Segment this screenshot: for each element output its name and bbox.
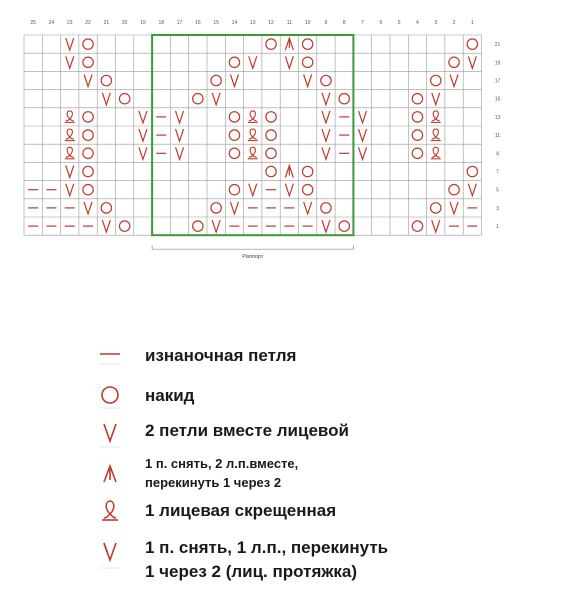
k2tog-symbol (230, 75, 238, 87)
column-number: 10 (304, 20, 311, 26)
column-number: 13 (249, 20, 256, 26)
row-number: 17 (494, 78, 501, 85)
yarn-over-symbol (229, 112, 239, 122)
column-number: 16 (195, 20, 201, 26)
legend-text-line2: перекинуть 1 через 2 (145, 475, 282, 490)
yarn-over-symbol (412, 221, 422, 231)
yarn-over-symbol (229, 185, 239, 195)
yarn-over-symbol (83, 148, 93, 158)
row-number: 7 (496, 169, 499, 176)
yarn-over-symbol (431, 203, 441, 213)
column-number: 5 (397, 20, 401, 26)
legend-text: изнаночная петля (145, 346, 297, 365)
k2tog-symbol (322, 93, 330, 105)
k2tog-symbol (102, 220, 110, 232)
yarn-over-symbol (339, 221, 349, 231)
yarn-over-symbol (449, 57, 459, 67)
yarn-over-symbol (467, 166, 477, 176)
yarn-over-symbol (412, 148, 422, 158)
legend-item-yarn-over (95, 378, 565, 418)
twisted-knit-symbol (249, 111, 257, 121)
k2tog-symbol (322, 147, 330, 159)
k2tog-symbol (322, 220, 330, 232)
k2tog-symbol (84, 75, 92, 87)
s1-k2tog-psso-icon (95, 460, 131, 492)
column-number: 14 (231, 20, 238, 26)
row-number: 13 (494, 114, 501, 121)
yarn-over-symbol (266, 112, 276, 122)
k2tog-symbol (359, 111, 367, 123)
yarn-over-symbol (321, 75, 331, 85)
column-number: 2 (452, 20, 456, 26)
legend-item-k2tog (95, 418, 565, 454)
yarn-over-symbol (266, 166, 276, 176)
legend-text: накид (145, 386, 195, 405)
yarn-over-symbol (339, 94, 349, 104)
yarn-over-symbol (302, 39, 312, 49)
row-number: 21 (494, 42, 501, 49)
twisted-knit-symbol (432, 147, 440, 157)
k2tog-symbol (432, 220, 440, 232)
legend-item-twisted-knit (95, 498, 565, 534)
row-number: 19 (494, 60, 501, 67)
column-number: 9 (324, 20, 328, 26)
k2tog-symbol (66, 38, 74, 50)
knitting-chart (0, 0, 587, 300)
column-number: 17 (176, 20, 183, 26)
yarn-over-symbol (193, 221, 203, 231)
yarn-over-symbol (412, 94, 422, 104)
column-number: 21 (103, 20, 110, 26)
column-number: 3 (434, 20, 438, 26)
row-number: 15 (494, 96, 501, 103)
column-number: 7 (361, 20, 364, 26)
k2tog-symbol (450, 202, 458, 214)
column-number: 24 (48, 20, 55, 26)
column-number: 15 (213, 20, 219, 26)
yarn-over-symbol (83, 166, 93, 176)
column-number: 12 (268, 20, 274, 26)
k2tog-symbol (139, 111, 147, 123)
yarn-over-symbol (119, 221, 129, 231)
yarn-over-symbol (302, 57, 312, 67)
yarn-over-symbol (229, 57, 239, 67)
yarn-over-symbol (302, 166, 312, 176)
k2tog-symbol (285, 56, 293, 68)
k2tog-symbol (322, 111, 330, 123)
purl-dash-icon (95, 340, 131, 372)
yarn-over-symbol (83, 39, 93, 49)
column-number: 23 (66, 20, 73, 26)
yarn-over-symbol (83, 130, 93, 140)
yarn-over-symbol (229, 130, 239, 140)
k2tog-symbol (468, 56, 476, 68)
k2tog-symbol (304, 202, 312, 214)
legend-text: 2 петли вместе лицевой (145, 421, 349, 440)
k2tog-symbol (212, 93, 220, 105)
legend-item-purl (95, 338, 565, 378)
yarn-over-symbol (193, 94, 203, 104)
yarn-over-symbol (431, 75, 441, 85)
yarn-over-symbol (101, 203, 111, 213)
k2tog-symbol (249, 56, 257, 68)
k2tog-symbol (66, 56, 74, 68)
legend-text: 1 лицевая скрещенная (145, 501, 337, 520)
twisted-knit-symbol (66, 129, 74, 139)
k2tog-symbol (249, 184, 257, 196)
yarn-over-symbol (101, 75, 111, 85)
yarn-over-symbol (321, 203, 331, 213)
k2tog-symbol (102, 93, 110, 105)
k2tog-symbol (176, 147, 184, 159)
k2tog-symbol (84, 202, 92, 214)
twisted-knit-symbol (432, 129, 440, 139)
k2tog-symbol (212, 220, 220, 232)
k2tog-symbol (450, 75, 458, 87)
repeat-box (152, 35, 353, 235)
column-number: 11 (286, 20, 292, 26)
yarn-over-symbol (83, 185, 93, 195)
k2tog-symbol (432, 93, 440, 105)
legend-item-s1-k1-psso (95, 534, 565, 594)
yarn-over-symbol (266, 130, 276, 140)
k2tog-symbol (139, 147, 147, 159)
column-number: 18 (158, 20, 165, 26)
k2tog-symbol (468, 184, 476, 196)
k2tog-symbol (359, 129, 367, 141)
s1-k1-psso-icon (95, 538, 131, 570)
row-number: 3 (496, 205, 499, 212)
row-number: 9 (496, 151, 499, 158)
k2tog-symbol (176, 111, 184, 123)
k2tog-symbol (66, 184, 74, 196)
column-number: 8 (342, 20, 346, 26)
twisted-knit-symbol (66, 111, 74, 121)
yarn-over-symbol (211, 203, 221, 213)
column-number: 25 (30, 20, 36, 26)
k2tog-symbol (322, 129, 330, 141)
yarn-over-symbol (211, 75, 221, 85)
column-number: 1 (470, 20, 474, 26)
yarn-over-symbol (119, 94, 129, 104)
yarn-over-circle-icon (95, 380, 131, 412)
column-number: 20 (121, 20, 128, 26)
legend (95, 338, 565, 594)
yarn-over-symbol (412, 112, 422, 122)
twisted-knit-loop-icon (95, 498, 131, 530)
k2tog-symbol (230, 202, 238, 214)
twisted-knit-symbol (249, 147, 257, 157)
repeat-label: Раппорт (242, 254, 264, 261)
yarn-over-symbol (266, 39, 276, 49)
yarn-over-symbol (266, 148, 276, 158)
yarn-over-symbol (467, 39, 477, 49)
k2tog-symbol (139, 129, 147, 141)
legend-text-line2: 1 через 2 (лиц. протяжка) (145, 562, 358, 581)
legend-text: 1 п. снять, 1 л.п., перекинуть (145, 538, 389, 557)
row-number: 5 (496, 187, 499, 194)
k2tog-symbol (66, 166, 74, 178)
legend-text: 1 п. снять, 2 л.п.вместе, (145, 456, 299, 471)
legend-item-s1-k2tog-psso (95, 454, 565, 498)
k2tog-symbol (285, 184, 293, 196)
twisted-knit-symbol (66, 147, 74, 157)
yarn-over-symbol (83, 112, 93, 122)
twisted-knit-symbol (249, 129, 257, 139)
k2tog-symbol (359, 147, 367, 159)
row-number: 11 (494, 133, 501, 140)
column-number: 19 (140, 20, 146, 26)
k2tog-v-icon (95, 418, 131, 450)
yarn-over-symbol (412, 130, 422, 140)
column-number: 6 (379, 20, 383, 26)
k2tog-symbol (304, 75, 312, 87)
row-number: 1 (496, 224, 499, 231)
twisted-knit-symbol (432, 111, 440, 121)
column-number: 4 (416, 20, 419, 26)
column-number: 22 (85, 20, 91, 26)
yarn-over-symbol (83, 57, 93, 67)
yarn-over-symbol (449, 185, 459, 195)
yarn-over-symbol (229, 148, 239, 158)
k2tog-symbol (176, 129, 184, 141)
yarn-over-symbol (302, 185, 312, 195)
